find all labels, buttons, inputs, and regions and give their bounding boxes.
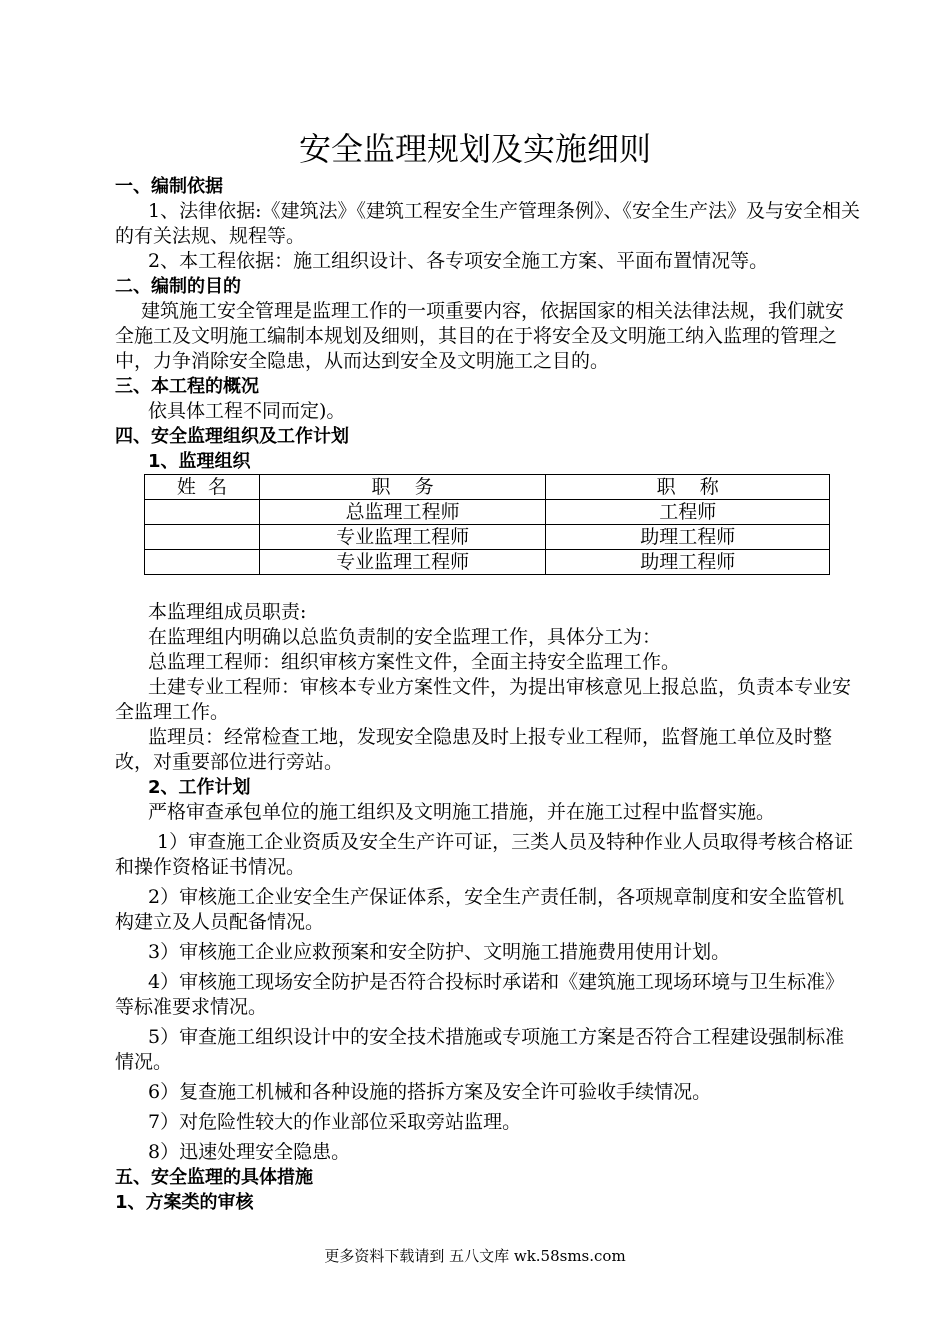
paragraph: 在监理组内明确以总监负责制的安全监理工作，具体分工为： [148,626,662,648]
paragraph: 土建专业工程师：审核本专业方案性文件，为提出审核意见上报总监，负责本专业安全监理工作。 [115,676,852,723]
staff-table [144,474,830,575]
section-heading-5: 五、安全监理的具体措施 [115,1167,313,1188]
paragraph: 本监理组成员职责: [148,601,307,623]
list-item: 7）对危险性较大的作业部位采取旁站监理。 [148,1111,522,1133]
table-cell [145,525,260,550]
table-cell: 专业监理工程师 [259,525,546,550]
table-cell [145,500,260,525]
page-footer: 更多资料下载请到 五八文库 wk.58sms.com [324,1247,626,1265]
table-header-cell: 姓 名 [145,475,260,500]
list-item: 3）审核施工企业应救预案和安全防护、文明施工措施费用使用计划。 [148,941,731,963]
table-row [145,500,830,525]
table-header-row [145,475,830,500]
table-header-cell: 职 务 [259,475,546,500]
table-header-cell: 职 称 [546,475,830,500]
section-heading-1: 一、编制依据 [115,176,223,197]
paragraph: 2、本工程依据：施工组织设计、各专项安全施工方案、平面布置情况等。 [148,250,769,272]
document-title: 安全监理规划及实施细则 [298,130,651,168]
list-item: 4）审核施工现场安全防护是否符合投标时承诺和《建筑施工现场环境与卫生标准》等标准要求情况。 [115,971,845,1018]
subsection-heading: 1、方案类的审核 [115,1192,254,1213]
subsection-heading: 1、监理组织 [148,451,251,472]
paragraph: 监理员：经常检查工地，发现安全隐患及时上报专业工程师，监督施工单位及时整改，对重要部位进行旁站。 [115,726,833,773]
paragraph: 严格审查承包单位的施工组织及文明施工措施，并在施工过程中监督实施。 [148,801,776,823]
table-cell: 工程师 [546,500,830,525]
paragraph: 建筑施工安全管理是监理工作的一项重要内容，依据国家的相关法律法规，我们就安全施工及文明施工编制本规划及细则，其目的在于将安全及文明施工纳入监理的管理之中，力争消除安全隐患，从而达到安全及文明施工之目的。 [115,300,845,372]
list-item: 6）复查施工机械和各种设施的搭拆方案及安全许可验收手续情况。 [148,1081,712,1103]
table-cell: 专业监理工程师 [259,550,546,575]
section-heading-3: 三、本工程的概况 [115,376,259,397]
table-row [145,550,830,575]
paragraph: 总监理工程师：组织审核方案性文件，全面主持安全监理工作。 [148,651,681,673]
table-cell [145,550,260,575]
subsection-heading: 2、工作计划 [148,777,251,798]
table-cell: 助理工程师 [546,525,830,550]
section-heading-4: 四、安全监理组织及工作计划 [115,426,349,447]
list-item: 2）审核施工企业安全生产保证体系，安全生产责任制，各项规章制度和安全监管机构建立及人员配备情况。 [115,886,845,933]
list-item: 8）迅速处理安全隐患。 [148,1141,351,1163]
list-item: 5）审查施工组织设计中的安全技术措施或专项施工方案是否符合工程建设强制标准情况。 [115,1026,845,1073]
section-heading-2: 二、编制的目的 [115,276,241,297]
paragraph: 依具体工程不同而定)。 [148,400,346,422]
table-cell: 总监理工程师 [259,500,546,525]
list-item: 1）审查施工企业资质及安全生产许可证，三类人员及特种作业人员取得考核合格证和操作资格证书情况。 [115,831,854,878]
document-body [115,174,860,1215]
paragraph: 1、法律依据:《建筑法》《建筑工程安全生产管理条例》、《安全生产法》及与安全相关的有关法规、规程等。 [115,200,860,247]
table-cell: 助理工程师 [546,550,830,575]
table-row [145,525,830,550]
